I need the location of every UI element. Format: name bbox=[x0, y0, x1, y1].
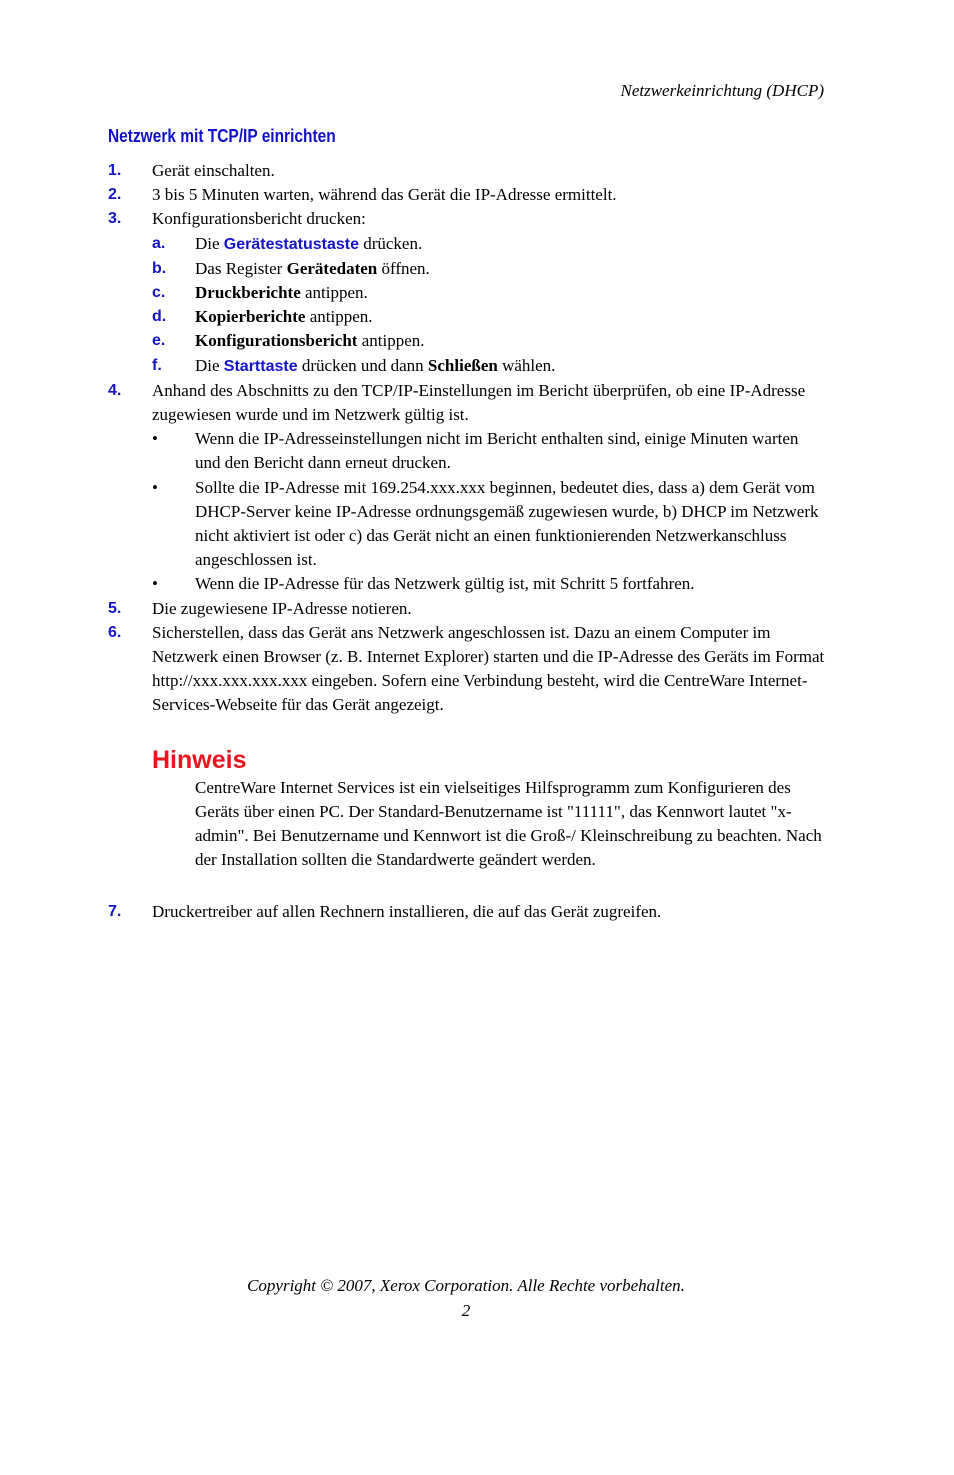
bullet-item bbox=[0, 427, 954, 475]
bold-term: Konfigurationsbericht bbox=[195, 331, 358, 351]
step-1 bbox=[0, 159, 954, 183]
step-number: 6. bbox=[108, 623, 122, 641]
text-fragment: Die bbox=[195, 355, 224, 375]
step-number: 5. bbox=[108, 599, 122, 617]
step-text: Sicherstellen, dass das Gerät ans Netzwerk angeschlossen ist. Dazu an einem Computer im Netzwerk einen Browser (z. B. Internet Explorer) starten und die IP-Adresse des Geräts im Format http://xxx.xxx.xxx.xxx eingeben. Sofern eine Verbindung besteht, wird die CentreWare Internet-Services-Webseite für das Gerät angezeigt. bbox=[152, 622, 825, 715]
substep-f bbox=[0, 354, 954, 379]
step-3 bbox=[0, 207, 954, 231]
bold-term: Kopierberichte bbox=[195, 307, 306, 327]
bullet-item bbox=[0, 572, 954, 596]
bold-term: Druckberichte bbox=[195, 283, 301, 303]
step-7 bbox=[0, 900, 954, 924]
key-term-starttaste: Starttaste bbox=[223, 357, 298, 375]
text-fragment: drücken. bbox=[358, 233, 423, 253]
substep-letter: a. bbox=[152, 234, 166, 252]
substep-c bbox=[0, 281, 954, 305]
substep-letter: d. bbox=[152, 308, 167, 326]
substep-letter: f. bbox=[152, 356, 162, 374]
step-number: 2. bbox=[108, 186, 122, 204]
text-fragment: wählen. bbox=[497, 355, 556, 375]
step-text: Die zugewiesene IP-Adresse notieren. bbox=[152, 598, 412, 618]
substep-d bbox=[0, 305, 954, 329]
substep-text bbox=[195, 232, 828, 257]
instruction-list bbox=[0, 159, 954, 925]
substep-text bbox=[195, 281, 828, 305]
substep-letter: c. bbox=[152, 284, 166, 302]
text-fragment: Das Register bbox=[195, 258, 287, 278]
step-text: 3 bis 5 Minuten warten, während das Gerät die IP-Adresse ermittelt. bbox=[152, 185, 617, 205]
step-number: 3. bbox=[108, 210, 122, 228]
step-number: 7. bbox=[108, 903, 122, 921]
step-number: 4. bbox=[108, 381, 122, 399]
bullet-text: Wenn die IP-Adresse für das Netzwerk gültig ist, mit Schritt 5 fortfahren. bbox=[195, 574, 695, 594]
step-text: Druckertreiber auf allen Rechnern installieren, die auf das Gerät zugreifen. bbox=[152, 902, 662, 922]
text-fragment: antippen. bbox=[305, 307, 373, 327]
bullet-text: Wenn die IP-Adresseinstellungen nicht im Bericht enthalten sind, einige Minuten warten und den Bericht dann erneut drucken. bbox=[195, 429, 799, 473]
substep-letter: b. bbox=[152, 259, 167, 277]
bullet-text: Sollte die IP-Adresse mit 169.254.xxx.xxx beginnen, bedeutet dies, dass a) dem Gerät vom DHCP-Server keine IP-Adresse ordnungsgemäß zugewiesen wurde, b) DHCP im Netzwerk nicht aktiviert ist oder c) das Gerät nicht an einen funktionierenden Netzwerkanschluss angeschlossen ist. bbox=[195, 477, 819, 570]
step-2 bbox=[0, 183, 954, 207]
step-6 bbox=[0, 621, 954, 718]
bullet-item bbox=[0, 476, 954, 573]
text-fragment: drücken und dann bbox=[297, 355, 428, 375]
substep-b bbox=[0, 257, 954, 281]
substep-letter: e. bbox=[152, 332, 166, 350]
substep-text bbox=[195, 329, 828, 353]
step-text: Konfigurationsbericht drucken: bbox=[152, 209, 366, 229]
note-text: CentreWare Internet Services ist ein vielseitiges Hilfsprogramm zum Konfigurieren des Geräts über einen PC. Der Standard-Benutzername ist "11111", das Kennwort lautet "x-admin". Bei Benutzername und Kennwort ist die Groß-/ Kleinschreibung zu beachten. Nach der Installation sollten die Standardwerte geändert werden. bbox=[195, 777, 822, 870]
step-4 bbox=[0, 379, 954, 427]
text-fragment: antippen. bbox=[300, 283, 368, 303]
page-number: 2 bbox=[461, 1301, 471, 1320]
page-footer bbox=[0, 1273, 932, 1323]
text-fragment: öffnen. bbox=[377, 258, 430, 278]
bold-term: Schließen bbox=[427, 355, 498, 375]
substep-text bbox=[195, 305, 828, 329]
text-fragment: Die bbox=[195, 233, 224, 253]
step-number: 1. bbox=[108, 162, 122, 179]
copyright-notice: Copyright © 2007, Xerox Corporation. Alle Rechte vorbehalten. bbox=[247, 1276, 685, 1295]
running-header: Netzwerkeinrichtung (DHCP) bbox=[620, 81, 824, 100]
key-term-geraetestatustaste: Gerätestatustaste bbox=[223, 235, 359, 253]
step-text: Anhand des Abschnitts zu den TCP/IP-Einstellungen im Bericht überprüfen, ob eine IP-Adresse zugewiesen wurde und im Netzwerk gültig ist. bbox=[152, 380, 806, 425]
bullet-symbol: • bbox=[152, 429, 158, 449]
text-fragment: antippen. bbox=[357, 331, 425, 351]
substep-text bbox=[195, 354, 828, 379]
bold-term: Gerätedaten bbox=[286, 258, 378, 278]
bullet-symbol: • bbox=[152, 477, 158, 497]
substep-text bbox=[195, 257, 828, 281]
substep-e bbox=[0, 329, 954, 353]
substep-a bbox=[0, 232, 954, 257]
note-title: Hinweis bbox=[152, 745, 247, 774]
section-title: Netzwerk mit TCP/IP einrichten bbox=[108, 126, 336, 146]
bullet-symbol: • bbox=[152, 574, 158, 594]
step-text: Gerät einschalten. bbox=[152, 161, 275, 180]
step-5 bbox=[0, 597, 954, 621]
